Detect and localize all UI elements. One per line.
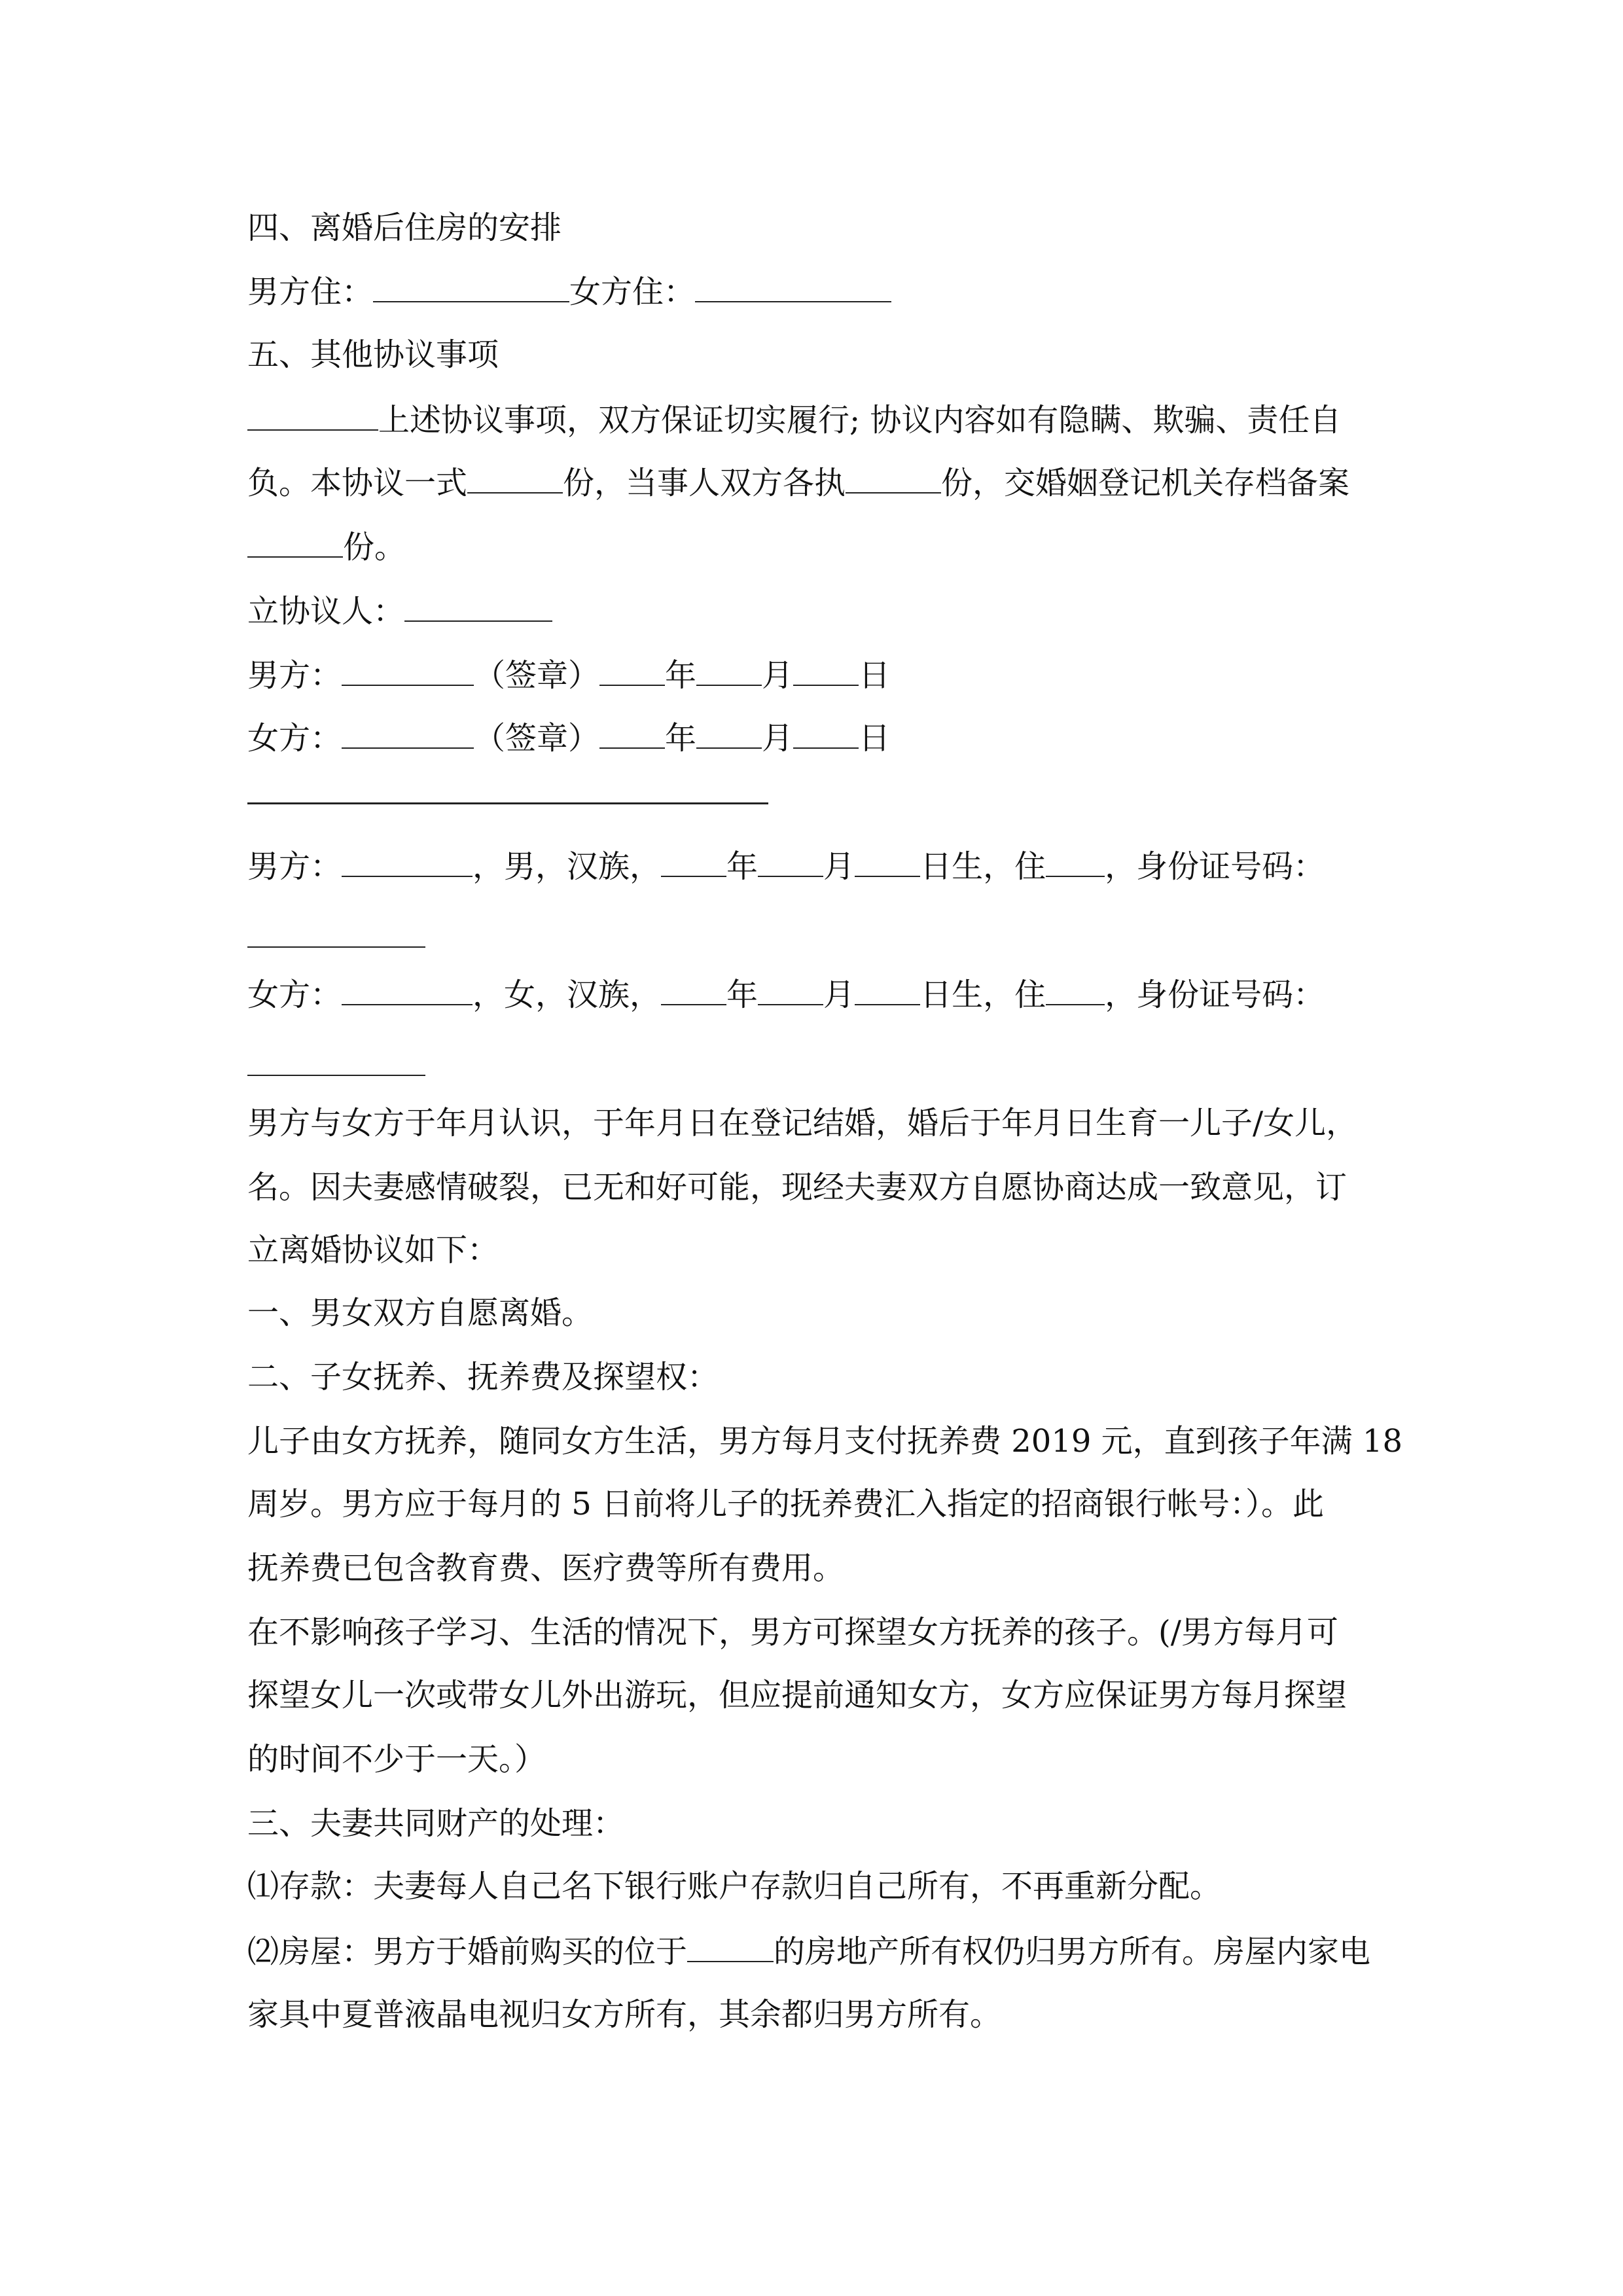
text: 四、离婚后住房的安排	[247, 209, 562, 246]
blank-field[interactable]	[695, 271, 891, 302]
blank-field[interactable]	[661, 846, 726, 877]
text: 立协议人：	[247, 593, 405, 630]
paragraph-line	[247, 526, 406, 565]
separator-rule	[247, 802, 768, 804]
male-info-line	[247, 846, 1325, 885]
text: 日生，住	[920, 977, 1046, 1013]
text: 份，当事人双方各执	[563, 465, 846, 501]
blank-field[interactable]	[1046, 846, 1105, 877]
text: 名。因夫妻感情破裂，已无和好可能，现经夫妻双方自愿协商达成一致意见，订	[247, 1169, 1347, 1206]
text: 年	[665, 720, 697, 757]
blank-field[interactable]	[404, 590, 552, 622]
text: 二、子女抚养、抚养费及探望权：	[247, 1359, 719, 1395]
id-number-blank[interactable]	[247, 1075, 425, 1076]
blank-field[interactable]	[855, 846, 920, 877]
paragraph-line	[247, 399, 1341, 439]
paragraph-line	[247, 1230, 499, 1270]
paragraph-line	[247, 1422, 1402, 1461]
section-three-heading	[247, 1804, 624, 1843]
paragraph-line	[247, 1867, 1221, 1906]
text: 儿子由女方抚养，随同女方生活，男方每月支付抚养费 2019 元，直到孩子年满 18	[247, 1423, 1403, 1460]
section-two-heading	[247, 1357, 719, 1397]
blank-field[interactable]	[247, 526, 343, 558]
text: 男方与女方于年月认识，于年月日在登记结婚，婚后于年月日生育一儿子/女儿，	[247, 1105, 1358, 1141]
blank-field[interactable]	[342, 974, 473, 1005]
text: 家具中夏普液晶电视归女方所有，其余都归男方所有。	[247, 1996, 1002, 2033]
text: ，身份证号码：	[1105, 848, 1325, 885]
blank-field[interactable]	[467, 462, 563, 493]
text: ，身份证号码：	[1105, 977, 1325, 1013]
text: 在不影响孩子学习、生活的情况下，男方可探望女方抚养的孩子。(/男方每月可	[247, 1614, 1338, 1651]
blank-field[interactable]	[696, 655, 762, 686]
text: 五、其他协议事项	[247, 336, 499, 373]
text: 探望女儿一次或带女儿外出游玩，但应提前通知女方，女方应保证男方每月探望	[247, 1677, 1347, 1713]
blank-field[interactable]	[793, 717, 859, 749]
text: 三、夫妻共同财产的处理：	[247, 1805, 625, 1842]
housing-line	[247, 271, 891, 310]
text: 一、男女双方自愿离婚。	[247, 1295, 594, 1331]
text: 的房地产所有权仍归男方所有。房屋内家电	[774, 1933, 1371, 1970]
paragraph-line	[247, 1931, 1370, 1970]
text: 周岁。男方应于每月的 5 日前将儿子的抚养费汇入指定的招商银行帐号：）。此	[247, 1486, 1325, 1522]
text: 年	[726, 977, 758, 1013]
text: （签章）	[474, 657, 600, 694]
text: 日	[859, 657, 891, 694]
paragraph-line	[247, 1613, 1338, 1652]
text: 月	[762, 720, 794, 757]
paragraph-line	[247, 1484, 1324, 1524]
paragraph-line	[247, 1549, 844, 1588]
blank-field[interactable]	[342, 846, 473, 877]
paragraph-line	[247, 462, 1349, 501]
text: 男方：	[247, 657, 342, 694]
text: ，男，汉族，	[473, 848, 662, 885]
female-info-line	[247, 974, 1325, 1013]
text: ，女，汉族，	[473, 977, 662, 1013]
text: ⑵房屋：男方于婚前购买的位于	[247, 1933, 688, 1970]
blank-field[interactable]	[342, 717, 474, 749]
blank-field[interactable]	[846, 462, 941, 493]
male-signature-line	[247, 655, 890, 694]
blank-field[interactable]	[661, 974, 726, 1005]
signatory-line	[247, 590, 552, 630]
text: 年	[726, 848, 758, 885]
text: 月	[762, 657, 794, 694]
blank-field[interactable]	[599, 717, 665, 749]
text: ⑴存款：夫妻每人自己名下银行账户存款归自己所有，不再重新分配。	[247, 1868, 1222, 1905]
text: 的时间不少于一天。）	[247, 1741, 546, 1778]
id-number-blank[interactable]	[247, 946, 425, 948]
text: 份，交婚姻登记机关存档备案	[941, 465, 1350, 501]
text: 负。本协议一式	[247, 465, 468, 501]
text: 日生，住	[920, 848, 1046, 885]
text: 年	[665, 657, 697, 694]
blank-field[interactable]	[599, 655, 665, 686]
paragraph-line	[247, 1168, 1347, 1207]
section-five-heading	[247, 335, 499, 374]
text: 男方住：	[247, 274, 374, 310]
text: 男方：	[247, 848, 342, 885]
section-one-heading	[247, 1293, 593, 1333]
blank-field[interactable]	[342, 655, 474, 686]
paragraph-line	[247, 1740, 546, 1779]
paragraph-line	[247, 1676, 1347, 1715]
text: 月	[823, 848, 855, 885]
text: 抚养费已包含教育费、医疗费等所有费用。	[247, 1550, 845, 1587]
blank-field[interactable]	[247, 399, 378, 431]
text: 立离婚协议如下：	[247, 1232, 499, 1268]
paragraph-line	[247, 1103, 1357, 1143]
text: （签章）	[474, 720, 600, 757]
text: 份。	[343, 529, 406, 565]
section-four-heading	[247, 208, 562, 247]
text: 上述协议事项，双方保证切实履行; 协议内容如有隐瞒、欺骗、责任自	[378, 402, 1342, 439]
paragraph-line	[247, 1995, 1001, 2034]
female-signature-line	[247, 717, 890, 757]
text: 女方：	[247, 977, 342, 1013]
blank-field[interactable]	[696, 717, 762, 749]
blank-field[interactable]	[793, 655, 859, 686]
blank-field[interactable]	[758, 846, 823, 877]
blank-field[interactable]	[1046, 974, 1105, 1005]
blank-field[interactable]	[758, 974, 823, 1005]
text: 女方：	[247, 720, 342, 757]
blank-field[interactable]	[687, 1931, 774, 1962]
blank-field[interactable]	[373, 271, 569, 302]
text: 月	[823, 977, 855, 1013]
text: 女方住：	[569, 274, 696, 310]
text: 日	[859, 720, 891, 757]
blank-field[interactable]	[855, 974, 920, 1005]
